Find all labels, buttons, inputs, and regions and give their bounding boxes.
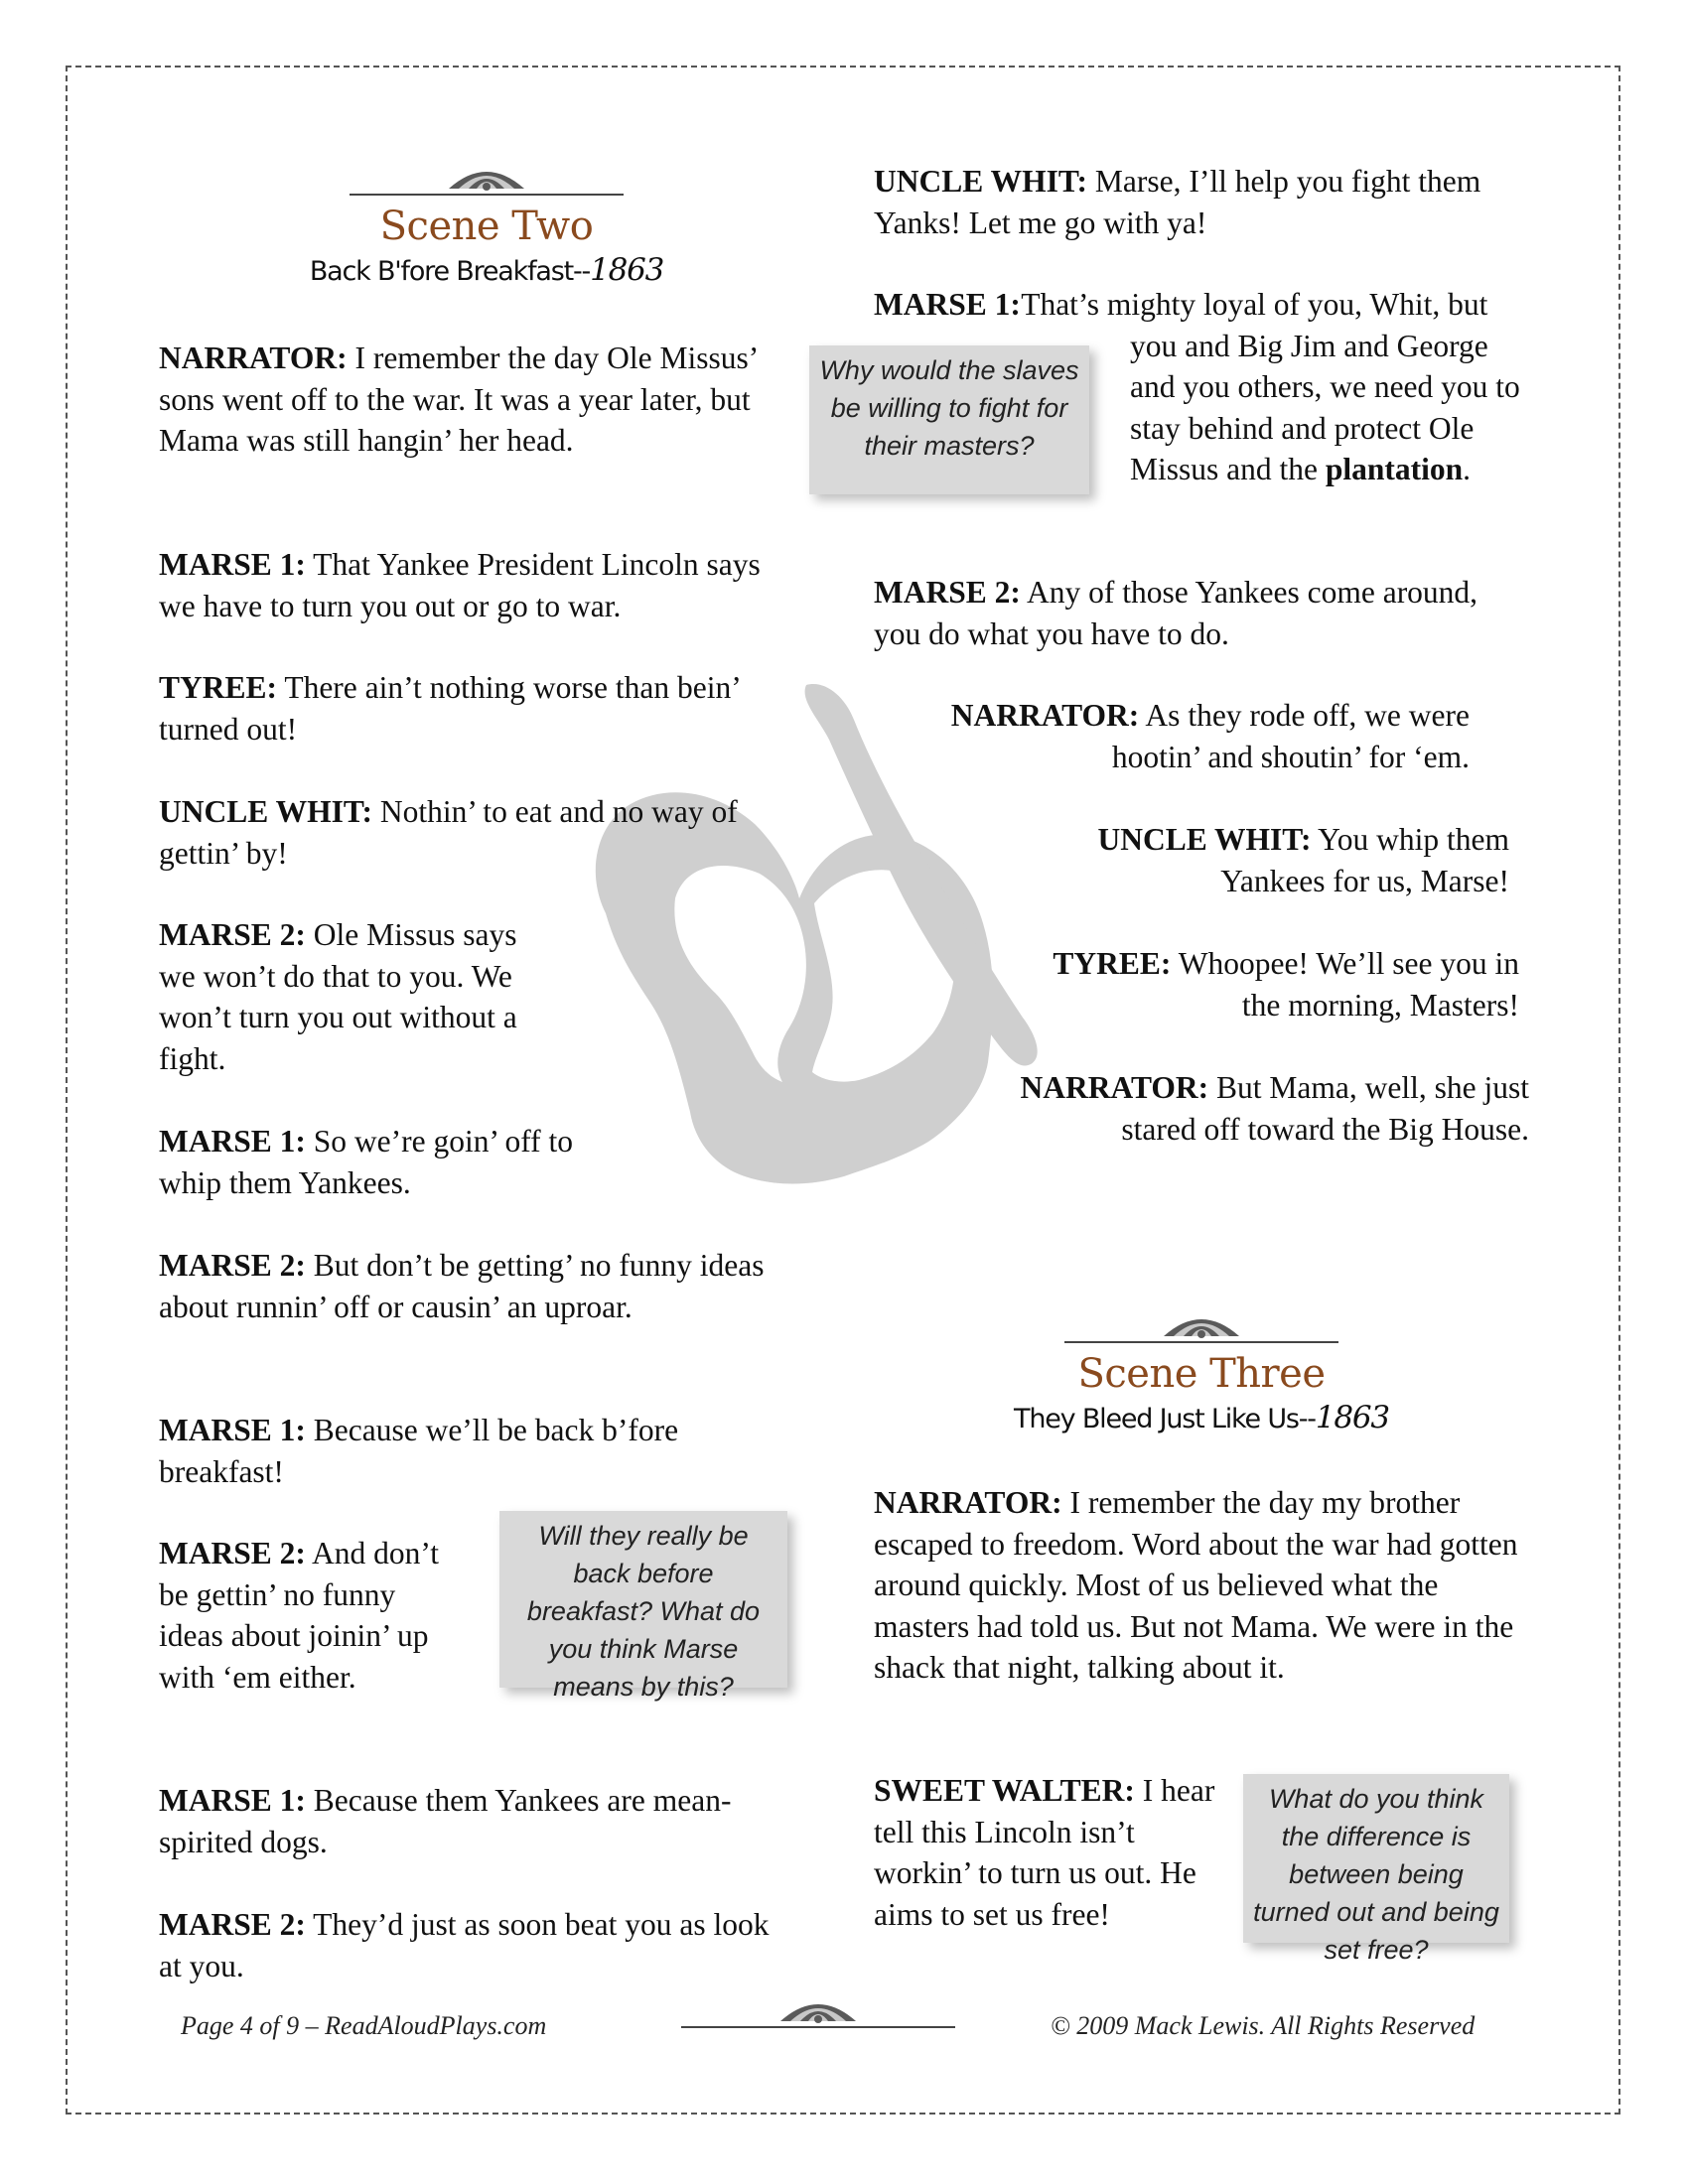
line-uncle-whit-3: [1013, 819, 1509, 901]
speaker: NARRATOR:: [159, 341, 348, 375]
speaker: MARSE 1:: [874, 287, 1021, 322]
scene-two-subtitle-text: Back B'fore Breakfast--: [309, 256, 591, 287]
line-marse2-5: [874, 572, 1509, 654]
line-marse2-3: [159, 1533, 457, 1698]
scene-two-heading: [228, 202, 745, 291]
speaker: MARSE 1:: [159, 547, 306, 582]
scene-two-subtitle: [228, 251, 745, 291]
bold-word-plantation: plantation: [1325, 452, 1464, 486]
line-marse1-4: [159, 1780, 794, 1862]
dialogue: Because them Yankees are mean-spirited dogs.: [159, 1783, 732, 1859]
speaker: MARSE 1:: [159, 1124, 306, 1159]
line-narrator-2: [933, 695, 1470, 777]
speaker: UNCLE WHIT:: [1097, 822, 1312, 857]
dialogue: There ain’t nothing worse than bein’ turned out!: [159, 670, 740, 747]
scene-three-year: 1863: [1315, 1400, 1389, 1435]
question-box-2: Will they really be back before breakfast? What do you think Marse means by this?: [499, 1511, 787, 1688]
speaker: NARRATOR:: [950, 698, 1140, 733]
scene-three-subtitle: [923, 1399, 1479, 1438]
line-uncle-whit-1: [159, 791, 794, 874]
dialogue: You whip them Yankees for us, Marse!: [1220, 822, 1509, 898]
dialogue: I remember the day Ole Missus’ sons went off to the war. It was a year later, but Mama was still hangin’ her head.: [159, 341, 757, 458]
speaker: MARSE 2:: [159, 917, 306, 952]
dialogue: And don’t be gettin’ no funny ideas about joinin’ up with ‘em either.: [159, 1536, 440, 1695]
line-marse1-5: [1013, 284, 1527, 490]
question-box-3: What do you think the difference is between being turned out and being set free?: [1243, 1774, 1509, 1943]
dialogue: So we’re goin’ off to whip them Yankees.: [159, 1124, 574, 1200]
speaker: NARRATOR:: [1020, 1070, 1209, 1105]
dialogue: But don’t be getting’ no funny ideas about runnin’ off or causin’ an uproar.: [159, 1248, 765, 1324]
line-uncle-whit-2: [874, 161, 1509, 243]
dialogue: But Mama, well, she just stared off toward the Big House.: [1121, 1070, 1529, 1147]
footer-ornament: [681, 1989, 955, 2035]
speaker: TYREE:: [1053, 946, 1172, 981]
dialogue: Ole Missus says we won’t do that to you. We won’t turn you out without a fight.: [159, 917, 517, 1076]
scene-three-subtitle-text: They Bleed Just Like Us--: [1014, 1404, 1316, 1434]
speaker: TYREE:: [159, 670, 278, 705]
dialogue: Marse, I’ll help you fight them Yanks! Let me go with ya!: [874, 164, 1481, 240]
line-marse1-3: [159, 1410, 794, 1492]
scene-two-title: Scene Two: [379, 204, 594, 249]
line-tyree-1: [159, 667, 794, 750]
scene-three-title: Scene Three: [1077, 1351, 1326, 1397]
dialogue: That Yankee President Lincoln says we have to turn you out or go to war.: [159, 547, 761, 623]
dialogue: As they rode off, we were hootin’ and shoutin’ for ‘em.: [1111, 698, 1470, 774]
dialogue: Because we’ll be back b’fore breakfast!: [159, 1413, 679, 1489]
dialogue: Whoopee! We’ll see you in the morning, Masters!: [1171, 946, 1519, 1023]
line-marse2-2: [159, 1245, 794, 1327]
question-box-1: Why would the slaves be willing to fight for their masters?: [809, 345, 1089, 494]
footer-page-number: Page 4 of 9 – ReadAloudPlays.com: [181, 2011, 547, 2040]
dialogue: Nothin’ to eat and no way of gettin’ by!: [159, 794, 738, 871]
line-tyree-2: [1053, 943, 1519, 1025]
speaker: NARRATOR:: [874, 1485, 1062, 1520]
speaker: MARSE 1:: [159, 1413, 306, 1447]
scene-two-year: 1863: [590, 252, 664, 288]
line-narrator-3: [1003, 1067, 1529, 1150]
line-narrator-4: [874, 1482, 1519, 1689]
speaker: UNCLE WHIT:: [159, 794, 372, 829]
speaker: SWEET WALTER:: [874, 1773, 1135, 1808]
scene-three-ornament: [1064, 1304, 1338, 1350]
footer-copyright: © 2009 Mack Lewis. All Rights Reserved: [1051, 2011, 1476, 2040]
line-marse1-1: [159, 544, 794, 626]
dialogue: I remember the day my brother escaped to freedom. Word about the war had gotten around quickly. Most of us believed what the masters had told us. But not Mama. We were in the shack that night, talking about it.: [874, 1485, 1518, 1685]
speaker: MARSE 1:: [159, 1783, 306, 1818]
line-narrator-1: [159, 338, 765, 462]
speaker: UNCLE WHIT:: [874, 164, 1087, 199]
dialogue-end: .: [1463, 452, 1472, 486]
scene-two-ornament: [350, 157, 624, 203]
dialogue: Any of those Yankees come around, you do what you have to do.: [874, 575, 1478, 651]
speaker: MARSE 2:: [159, 1536, 306, 1570]
dialogue: They’d just as soon beat you as look at you.: [159, 1907, 770, 1983]
scene-three-heading: [923, 1349, 1479, 1438]
dialogue: I hear tell this Lincoln isn’t workin’ to turn us out. He aims to set us free!: [874, 1773, 1215, 1932]
speaker: MARSE 2:: [874, 575, 1021, 610]
line-sweet-walter-1: [874, 1770, 1221, 1935]
speaker: MARSE 2:: [159, 1907, 306, 1942]
line-marse2-1: [159, 914, 526, 1079]
line-marse2-4: [159, 1904, 794, 1986]
speaker: MARSE 2:: [159, 1248, 306, 1283]
line-marse1-2: [159, 1121, 596, 1203]
dialogue: That’s mighty loyal of you, Whit, but you and Big Jim and George and you others, we need you to stay behind and protect Ole Missus and the: [1013, 287, 1520, 486]
